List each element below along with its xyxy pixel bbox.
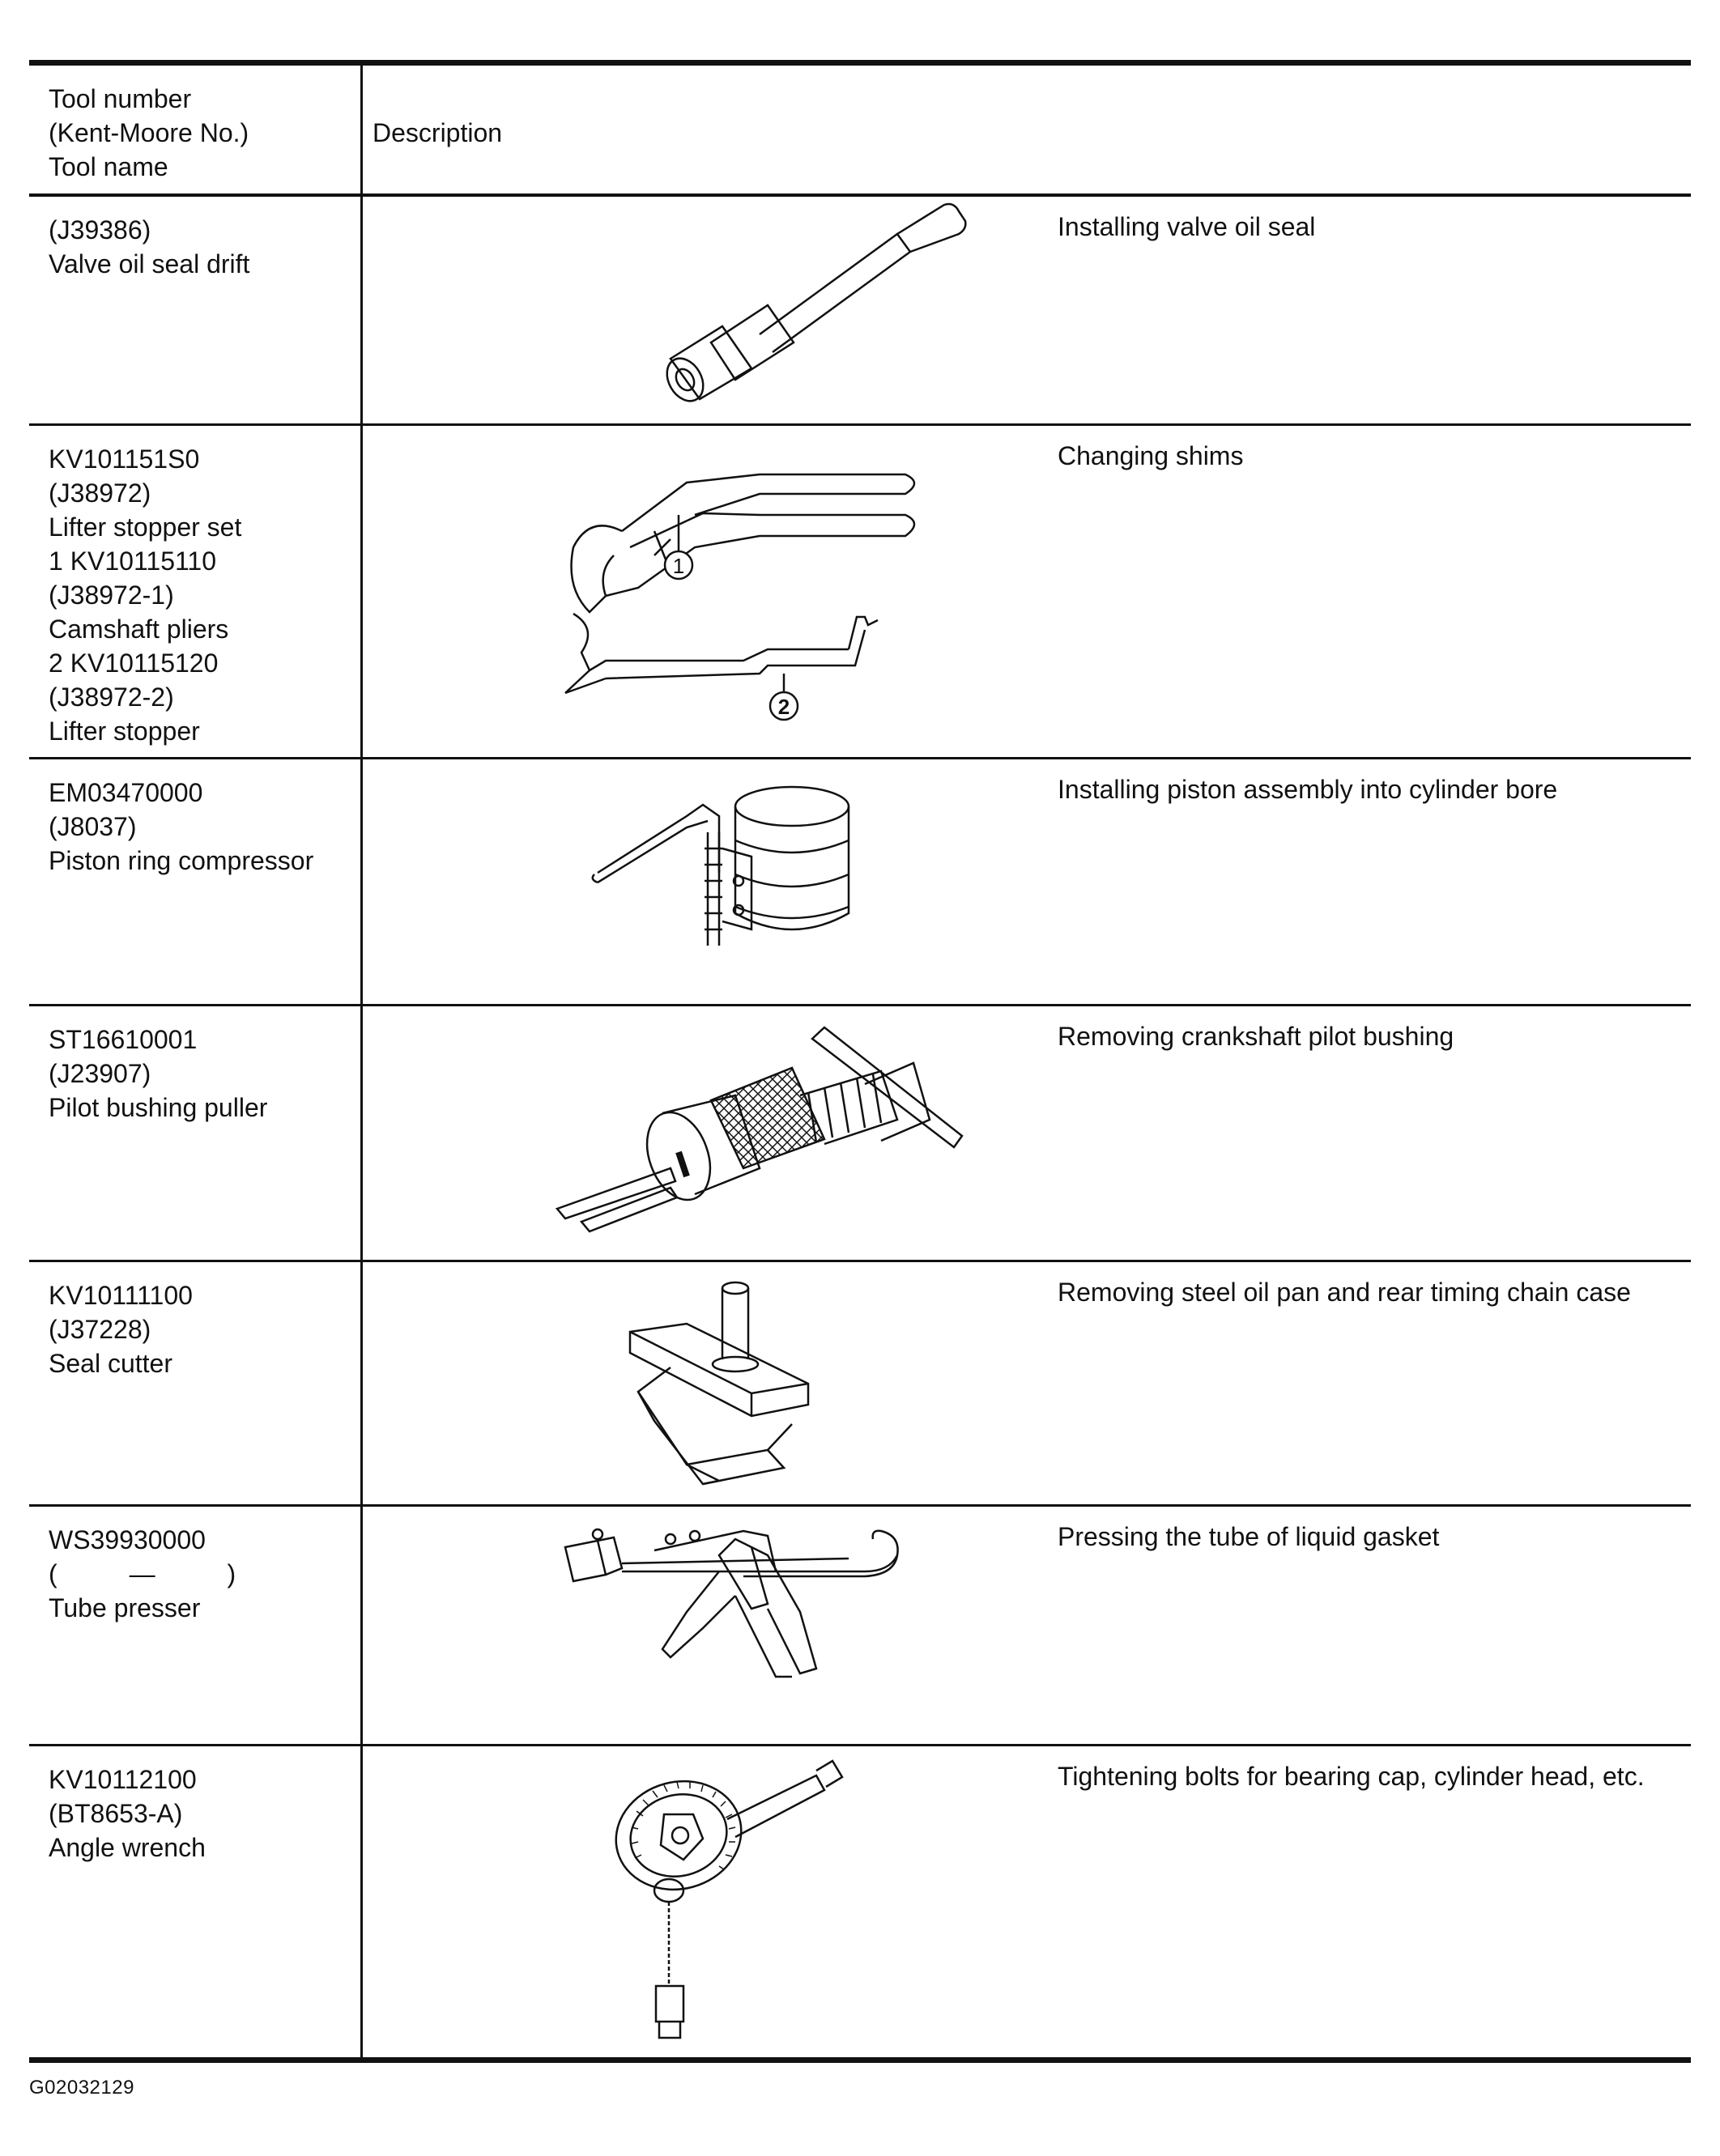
special-tools-table [29, 60, 1691, 2063]
header-description-column [363, 66, 1691, 193]
tool-number-cell [29, 426, 363, 757]
callout-2: 2 [777, 695, 790, 719]
description-cell [363, 759, 1691, 1004]
description-cell [363, 1262, 1691, 1504]
tool-line: Pilot bushing puller [49, 1093, 268, 1122]
tool-line: ( — ) [49, 1559, 236, 1588]
table-row [29, 757, 1691, 1004]
header-line: Tool name [49, 152, 168, 181]
tool-number-cell [29, 1746, 363, 2057]
table-row [29, 1260, 1691, 1504]
tool-line: (J23907) [49, 1059, 151, 1088]
tool-line: (J38972) [49, 478, 151, 508]
header-line: Tool number [49, 84, 192, 113]
tool-number-cell [29, 197, 363, 423]
table-row [29, 1744, 1691, 2057]
tool-line: (J8037) [49, 812, 137, 841]
table-row [29, 197, 1691, 423]
tool-line: ST16610001 [49, 1025, 198, 1054]
tool-description: Changing shims [1058, 441, 1244, 470]
tool-line: (J37228) [49, 1315, 151, 1344]
tool-line: (BT8653-A) [49, 1799, 183, 1828]
piston-ring-compressor-icon [476, 759, 1043, 1006]
tool-line: Lifter stopper [49, 717, 200, 746]
tool-description: Pressing the tube of liquid gasket [1058, 1522, 1440, 1551]
table-row [29, 1004, 1691, 1260]
tool-line: KV10111100 [49, 1281, 193, 1310]
tool-line: (J38972-1) [49, 580, 174, 610]
tool-line: KV101151S0 [49, 444, 200, 474]
tool-line: 1 KV10115110 [49, 546, 216, 576]
tool-line: Tube presser [49, 1593, 201, 1622]
tool-number-cell [29, 1507, 363, 1744]
tool-line: KV10112100 [49, 1765, 197, 1794]
tube-presser-icon [476, 1507, 1043, 1746]
tool-line: Lifter stopper set [49, 512, 242, 542]
header-tool-column [29, 66, 363, 193]
tool-line: Seal cutter [49, 1349, 172, 1378]
header-description-label: Description [373, 118, 503, 147]
angle-wrench-icon [476, 1746, 1043, 2060]
callout-1: 1 [672, 554, 685, 578]
table-header [29, 66, 1691, 197]
table-row [29, 423, 1691, 757]
description-cell [363, 1746, 1691, 2057]
description-cell [363, 197, 1691, 423]
tool-description: Removing steel oil pan and rear timing chain case [1058, 1278, 1631, 1307]
tool-number-cell [29, 1006, 363, 1260]
valve-oil-seal-drift-icon [476, 197, 1043, 423]
seal-cutter-icon [476, 1262, 1043, 1507]
tool-line: 2 KV10115120 [49, 649, 219, 678]
tool-line: EM03470000 [49, 778, 203, 807]
tool-line: (J39386) [49, 215, 151, 245]
tool-number-cell [29, 759, 363, 1004]
tool-line: Piston ring compressor [49, 846, 314, 875]
tool-description: Installing piston assembly into cylinder bore [1058, 775, 1558, 804]
figure-code: G02032129 [29, 2077, 134, 2099]
tool-line: Camshaft pliers [49, 614, 229, 644]
tool-description: Removing crankshaft pilot bushing [1058, 1022, 1454, 1051]
tool-number-cell [29, 1262, 363, 1504]
description-cell [363, 1006, 1691, 1260]
lifter-stopper-set-icon [476, 426, 1043, 759]
tool-description: Installing valve oil seal [1058, 212, 1316, 241]
header-line: (Kent-Moore No.) [49, 118, 249, 147]
description-cell [363, 426, 1691, 757]
tool-line: Valve oil seal drift [49, 249, 250, 279]
table-row [29, 1504, 1691, 1744]
tool-line: Angle wrench [49, 1833, 206, 1862]
pilot-bushing-puller-icon [476, 1006, 1043, 1262]
description-cell [363, 1507, 1691, 1744]
tool-line: (J38972-2) [49, 683, 174, 712]
tool-description: Tightening bolts for bearing cap, cylinder head, etc. [1058, 1762, 1645, 1791]
tool-line: WS39930000 [49, 1525, 206, 1554]
